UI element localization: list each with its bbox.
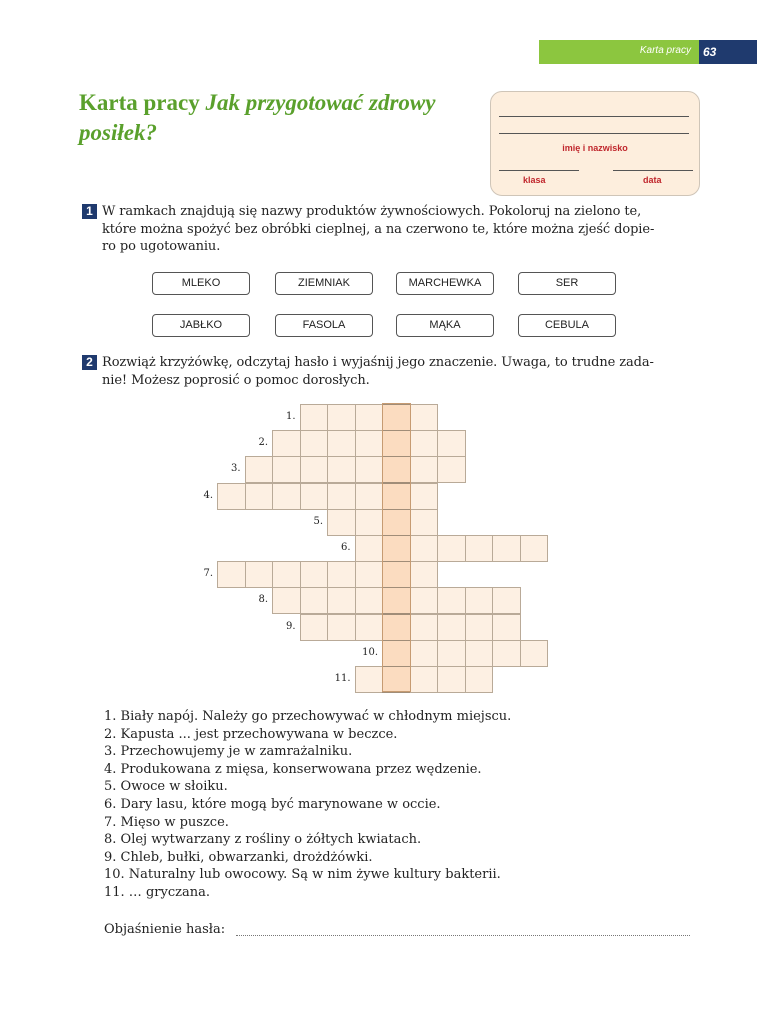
task-1-line: ro po ugotowaniu. xyxy=(102,239,221,254)
clue: 8. Olej wytwarzany z rośliny o żółtych kwiatach. xyxy=(104,832,422,848)
clue: 9. Chleb, bułki, obwarzanki, drożdżówki. xyxy=(104,849,373,865)
product-box[interactable]: CEBULA xyxy=(518,314,616,337)
crossword-row-number: 11. xyxy=(334,673,351,684)
crossword-cell[interactable] xyxy=(327,404,356,431)
crossword-cell[interactable] xyxy=(355,535,384,562)
crossword-cell[interactable] xyxy=(300,587,329,614)
clue: 6. Dary lasu, które mogą być marynowane w occie. xyxy=(104,796,441,812)
crossword-cell[interactable] xyxy=(437,535,466,562)
crossword-cell[interactable] xyxy=(300,483,329,510)
crossword-cell[interactable] xyxy=(437,456,466,483)
task-1-line: W ramkach znajdują się nazwy produktów żywnościowych. Pokoloruj na zielono te, xyxy=(102,204,642,219)
product-box[interactable]: JABŁKO xyxy=(152,314,250,337)
crossword-cell[interactable] xyxy=(520,640,549,667)
crossword-cell[interactable] xyxy=(410,587,439,614)
header-bar xyxy=(539,40,699,64)
title-prefix: Karta pracy xyxy=(79,90,200,115)
crossword-cell[interactable] xyxy=(217,561,246,588)
crossword-cell[interactable] xyxy=(465,666,494,693)
class-line[interactable] xyxy=(499,170,579,171)
crossword-cell[interactable] xyxy=(437,587,466,614)
crossword-cell[interactable] xyxy=(520,535,549,562)
name-line-1[interactable] xyxy=(499,116,689,117)
crossword-cell[interactable] xyxy=(355,456,384,483)
crossword-cell[interactable] xyxy=(355,614,384,641)
crossword-row-number: 8. xyxy=(258,594,268,606)
crossword-cell[interactable] xyxy=(355,666,384,693)
crossword-cell[interactable] xyxy=(410,561,439,588)
clue: 10. Naturalny lub owocowy. Są w nim żywe kultury bakterii. xyxy=(104,867,501,883)
crossword-row-number: 6. xyxy=(340,542,351,553)
product-box[interactable]: MARCHEWKA xyxy=(396,272,494,295)
crossword-cell[interactable] xyxy=(437,614,466,641)
crossword-cell[interactable] xyxy=(437,666,466,693)
name-label: imię i nazwisko xyxy=(562,143,628,153)
crossword-cell[interactable] xyxy=(327,483,356,510)
crossword-cell[interactable] xyxy=(245,456,274,483)
crossword-cell[interactable] xyxy=(437,640,466,667)
explanation-label: Objaśnienie hasła: xyxy=(104,922,226,937)
clue: 1. Biały napój. Należy go przechowywać w chłodnym miejscu. xyxy=(104,709,512,724)
crossword-cell[interactable] xyxy=(465,587,494,614)
clue: 7. Mięso w puszce. xyxy=(104,814,229,830)
title-topic: Jak przygotować zdrowy posiłek? xyxy=(79,90,436,145)
crossword-cell[interactable] xyxy=(272,456,301,483)
clue-list xyxy=(104,708,511,902)
crossword-cell[interactable] xyxy=(492,535,521,562)
crossword-cell[interactable] xyxy=(300,456,329,483)
page-title xyxy=(79,88,479,148)
crossword-cell[interactable] xyxy=(300,561,329,588)
crossword-cell[interactable] xyxy=(327,456,356,483)
crossword-cell[interactable] xyxy=(410,535,439,562)
crossword-cell[interactable] xyxy=(272,430,301,457)
task-2-number: 2 xyxy=(82,355,97,370)
crossword-cell[interactable] xyxy=(245,483,274,510)
clue: 5. Owoce w słoiku. xyxy=(104,779,228,795)
crossword-cell[interactable] xyxy=(410,509,439,536)
crossword-cell[interactable] xyxy=(492,587,521,614)
crossword-row-number: 5. xyxy=(313,515,323,527)
date-label: data xyxy=(643,175,662,185)
crossword-cell[interactable] xyxy=(465,640,494,667)
product-box[interactable]: SER xyxy=(518,272,616,295)
clue: 4. Produkowana z mięsa, konserwowana przez wędzenie. xyxy=(104,761,482,777)
task-2-line: Rozwiąż krzyżówkę, odczytaj hasło i wyjaśnij jego znaczenie. Uwaga, to trudne zada- xyxy=(102,355,654,370)
crossword-cell[interactable] xyxy=(272,587,301,614)
crossword-cell[interactable] xyxy=(492,614,521,641)
crossword-cell[interactable] xyxy=(410,404,439,431)
crossword-cell[interactable] xyxy=(300,430,329,457)
crossword-row-number: 2. xyxy=(258,437,268,449)
class-label: klasa xyxy=(523,175,546,185)
clue: 2. Kapusta ... jest przechowywana w beczce. xyxy=(104,726,398,742)
name-box xyxy=(490,91,700,196)
crossword-cell[interactable] xyxy=(300,614,329,641)
crossword-cell[interactable] xyxy=(410,640,439,667)
task-1-line: które można spożyć bez obróbki cieplnej, a na czerwono te, które można zjeść dopie- xyxy=(102,221,655,237)
product-box[interactable]: ZIEMNIAK xyxy=(275,272,373,295)
clue: 3. Przechowujemy je w zamrażalniku. xyxy=(104,744,353,760)
crossword-cell[interactable] xyxy=(410,456,439,483)
crossword-row-number: 10. xyxy=(362,646,378,658)
crossword-cell[interactable] xyxy=(272,561,301,588)
page-number: 63 xyxy=(699,40,757,64)
task-1-number: 1 xyxy=(82,204,97,219)
crossword-cell[interactable] xyxy=(327,587,356,614)
crossword-row-number: 7. xyxy=(203,568,213,580)
crossword-cell[interactable] xyxy=(465,535,494,562)
product-box[interactable]: MĄKA xyxy=(396,314,494,337)
task-1-text xyxy=(102,203,654,256)
crossword-key-column xyxy=(382,403,411,692)
header-label: Karta pracy xyxy=(639,45,691,56)
crossword-cell[interactable] xyxy=(437,430,466,457)
product-box[interactable]: FASOLA xyxy=(275,314,373,337)
crossword-cell[interactable] xyxy=(410,666,439,693)
crossword-cell[interactable] xyxy=(492,640,521,667)
crossword-row-number: 3. xyxy=(230,463,241,475)
clue: 11. … gryczana. xyxy=(104,884,210,900)
date-line[interactable] xyxy=(613,170,693,171)
crossword-cell[interactable] xyxy=(410,430,439,457)
crossword-cell[interactable] xyxy=(355,561,384,588)
crossword-cell[interactable] xyxy=(327,614,356,641)
crossword-cell[interactable] xyxy=(327,430,356,457)
crossword-cell[interactable] xyxy=(327,561,356,588)
crossword-cell[interactable] xyxy=(410,483,439,510)
crossword-cell[interactable] xyxy=(272,483,301,510)
crossword-row-number: 4. xyxy=(203,489,213,501)
crossword-cell[interactable] xyxy=(355,404,384,431)
crossword-cell[interactable] xyxy=(245,561,274,588)
crossword-row-number: 9. xyxy=(285,620,296,632)
crossword-cell[interactable] xyxy=(465,614,494,641)
crossword-cell[interactable] xyxy=(355,587,384,614)
task-2-line: nie! Możesz poprosić o pomoc dorosłych. xyxy=(102,372,370,388)
crossword-cell[interactable] xyxy=(355,483,384,510)
crossword-cell[interactable] xyxy=(410,614,439,641)
name-line-2[interactable] xyxy=(499,133,689,134)
crossword-row-number: 1. xyxy=(285,411,296,422)
task-2-text xyxy=(102,354,654,389)
product-box[interactable]: MLEKO xyxy=(152,272,250,295)
crossword-cell[interactable] xyxy=(217,483,246,510)
crossword-cell[interactable] xyxy=(355,509,384,536)
crossword-cell[interactable] xyxy=(355,430,384,457)
explanation-line[interactable] xyxy=(236,935,690,936)
crossword-cell[interactable] xyxy=(300,404,329,431)
crossword-cell[interactable] xyxy=(327,509,356,536)
